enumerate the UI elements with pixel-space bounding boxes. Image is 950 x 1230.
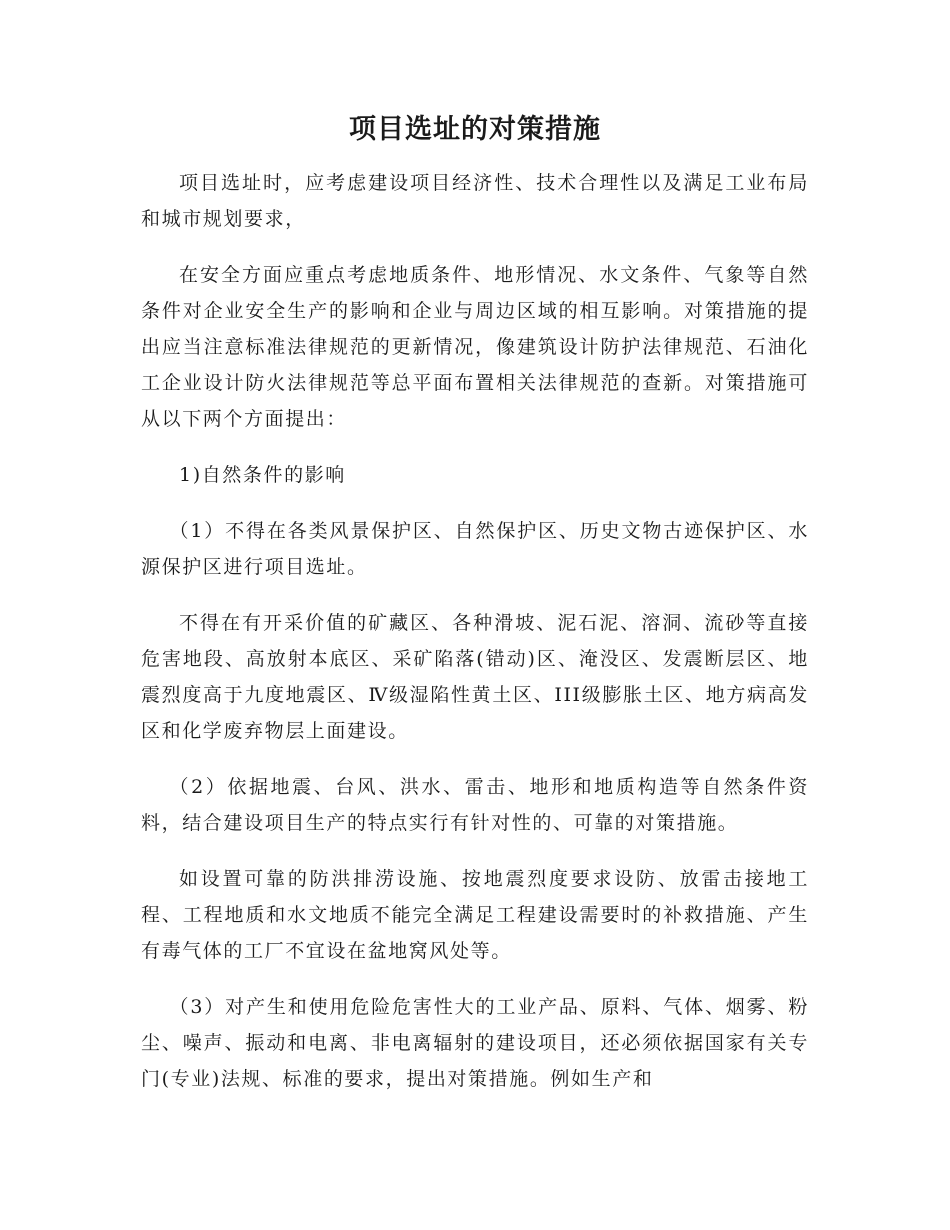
paragraph-intro: 项目选址时，应考虑建设项目经济性、技术合理性以及满足工业布局和城市规划要求， — [141, 172, 809, 230]
paragraph-safety: 在安全方面应重点考虑地质条件、地形情况、水文条件、气象等自然条件对企业安全生产的影响和企业与周边区域的相互影响。对策措施的提出应当注意标准法律规范的更新情况，像建筑设计防护法律规范、石油化工企业设计防火法律规范等总平面布置相关法律规范的查新。对策措施可从以下两个方面提出： — [141, 264, 809, 430]
paragraph-item-1: （1）不得在各类风景保护区、自然保护区、历史文物古迹保护区、水源保护区进行项目选址。 — [141, 520, 809, 578]
paragraph-examples: 如设置可靠的防洪排涝设施、按地震烈度要求设防、放雷击接地工程、工程地质和水文地质不能完全满足工程建设需要时的补救措施、产生有毒气体的工厂不宜设在盆地窝风处等。 — [141, 868, 809, 962]
document-body — [141, 165, 809, 1117]
paragraph-prohibited-areas: 不得在有开采价值的矿藏区、各种滑坡、泥石泥、溶洞、流砂等直接危害地段、高放射本底区、采矿陷落(错动)区、淹没区、发震断层区、地震烈度高于九度地震区、Ⅳ级湿陷性黄土区、III级膨胀土区、地方病高发区和化学废弃物层上面建设。 — [141, 612, 809, 742]
section-heading-natural-conditions: 1)自然条件的影响 — [179, 464, 346, 486]
paragraph-item-3: （3）对产生和使用危险危害性大的工业产品、原料、气体、烟雾、粉尘、噪声、振动和电离、非电离辐射的建设项目，还必须依据国家有关专门(专业)法规、标准的要求，提出对策措施。例如生产和 — [141, 996, 809, 1090]
paragraph-item-2: （2）依据地震、台风、洪水、雷击、地形和地质构造等自然条件资料，结合建设项目生产的特点实行有针对性的、可靠的对策措施。 — [141, 776, 809, 834]
document-title: 项目选址的对策措施 — [349, 114, 601, 145]
